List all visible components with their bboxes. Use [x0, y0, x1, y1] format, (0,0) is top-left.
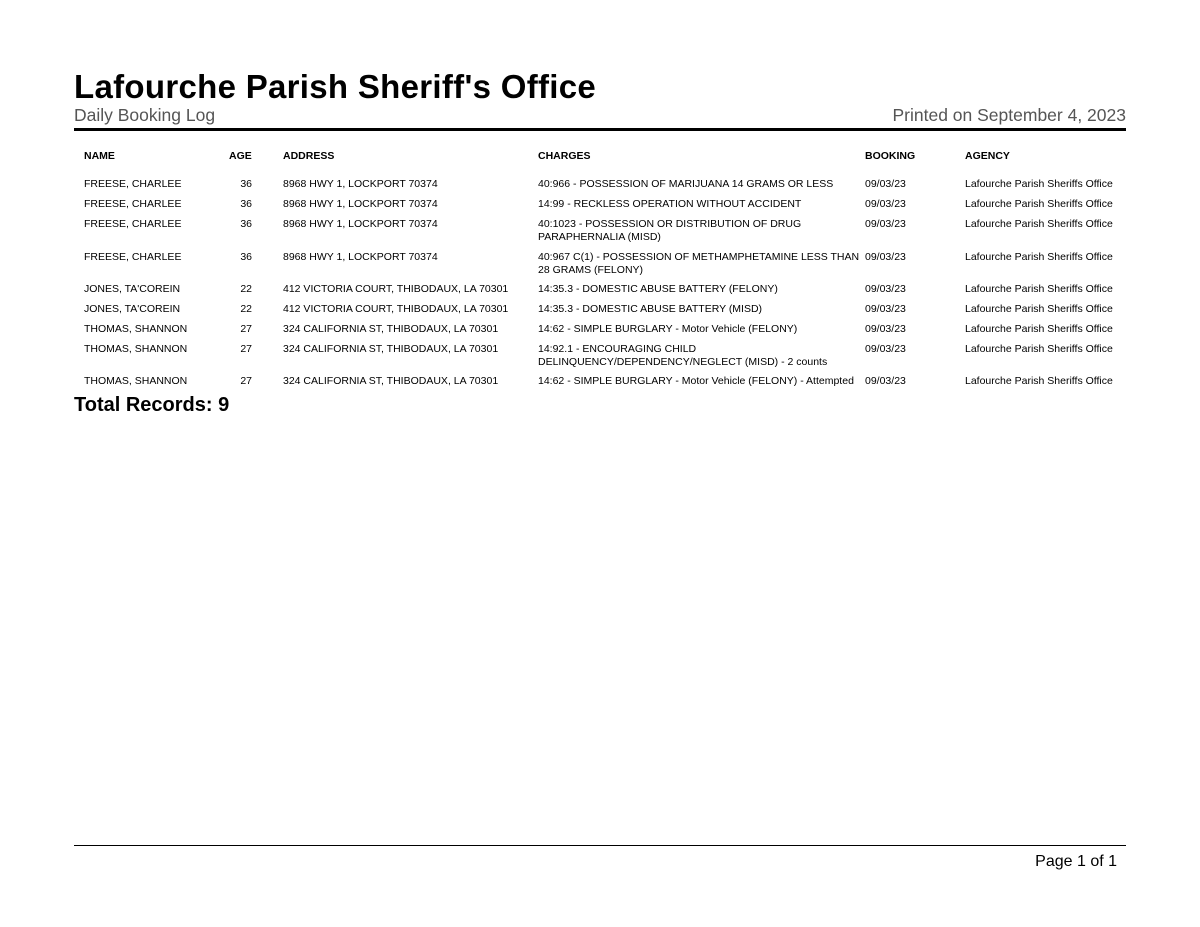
footer-divider	[74, 845, 1126, 846]
cell-address: 412 VICTORIA COURT, THIBODAUX, LA 70301	[283, 303, 509, 315]
cell-name: THOMAS, SHANNON	[84, 375, 188, 387]
table-header	[84, 150, 1124, 178]
cell-booking: 09/03/23	[865, 218, 906, 230]
cell-agency: Lafourche Parish Sheriffs Office	[965, 283, 1113, 295]
total-records: Total Records: 9	[74, 394, 230, 416]
cell-address: 8968 HWY 1, LOCKPORT 70374	[283, 251, 438, 263]
cell-age: 27	[240, 343, 252, 355]
cell-agency: Lafourche Parish Sheriffs Office	[965, 375, 1113, 387]
cell-age: 22	[240, 283, 252, 295]
cell-agency: Lafourche Parish Sheriffs Office	[965, 343, 1113, 355]
column-header-charges: CHARGES	[538, 150, 591, 162]
header-subrow	[74, 105, 1126, 129]
cell-name: THOMAS, SHANNON	[84, 323, 188, 335]
table-row	[84, 178, 1124, 198]
table-row	[84, 375, 1124, 395]
cell-name: FREESE, CHARLEE	[84, 198, 182, 210]
cell-agency: Lafourche Parish Sheriffs Office	[965, 323, 1113, 335]
cell-age: 36	[240, 198, 252, 210]
cell-name: FREESE, CHARLEE	[84, 218, 182, 230]
report-subtitle: Daily Booking Log	[74, 105, 216, 125]
cell-age: 36	[240, 251, 252, 263]
column-header-booking: BOOKING	[865, 150, 916, 162]
table-row	[84, 283, 1124, 303]
page-title: Lafourche Parish Sheriff's Office	[74, 68, 597, 105]
report-header	[74, 68, 1126, 129]
column-header-name: NAME	[84, 150, 115, 162]
cell-booking: 09/03/23	[865, 343, 906, 355]
cell-name: FREESE, CHARLEE	[84, 178, 182, 190]
cell-agency: Lafourche Parish Sheriffs Office	[965, 178, 1113, 190]
table-row	[84, 198, 1124, 218]
cell-age: 36	[240, 218, 252, 230]
booking-table	[84, 150, 1124, 395]
cell-charges: 14:35.3 - DOMESTIC ABUSE BATTERY (MISD)	[538, 303, 763, 315]
cell-age: 22	[240, 303, 252, 315]
cell-charges: 40:1023 - POSSESSION OR DISTRIBUTION OF DRUG PARAPHERNALIA (MISD)	[538, 218, 802, 243]
cell-charges: 14:62 - SIMPLE BURGLARY - Motor Vehicle (FELONY)	[538, 323, 798, 335]
cell-address: 324 CALIFORNIA ST, THIBODAUX, LA 70301	[283, 375, 499, 387]
page-number: Page 1 of 1	[1035, 853, 1117, 870]
cell-age: 36	[240, 178, 252, 190]
table-row	[84, 303, 1124, 323]
cell-address: 8968 HWY 1, LOCKPORT 70374	[283, 198, 438, 210]
cell-charges: 40:966 - POSSESSION OF MARIJUANA 14 GRAMS OR LESS	[538, 178, 834, 190]
cell-booking: 09/03/23	[865, 323, 906, 335]
table-row	[84, 251, 1124, 283]
table-row	[84, 218, 1124, 251]
cell-address: 8968 HWY 1, LOCKPORT 70374	[283, 218, 438, 230]
cell-charges: 14:35.3 - DOMESTIC ABUSE BATTERY (FELONY)	[538, 283, 778, 295]
cell-booking: 09/03/23	[865, 283, 906, 295]
table-row	[84, 323, 1124, 343]
cell-charges: 40:967 C(1) - POSSESSION OF METHAMPHETAMINE LESS THAN 28 GRAMS (FELONY)	[538, 251, 860, 276]
cell-name: JONES, TA'COREIN	[84, 303, 181, 315]
cell-booking: 09/03/23	[865, 375, 906, 387]
table-row	[84, 343, 1124, 375]
cell-agency: Lafourche Parish Sheriffs Office	[965, 251, 1113, 263]
cell-agency: Lafourche Parish Sheriffs Office	[965, 218, 1113, 230]
cell-name: FREESE, CHARLEE	[84, 251, 182, 263]
cell-booking: 09/03/23	[865, 198, 906, 210]
cell-booking: 09/03/23	[865, 303, 906, 315]
cell-booking: 09/03/23	[865, 178, 906, 190]
cell-charges: 14:99 - RECKLESS OPERATION WITHOUT ACCIDENT	[538, 198, 802, 210]
cell-charges: 14:62 - SIMPLE BURGLARY - Motor Vehicle (FELONY) - Attempted	[538, 375, 854, 387]
cell-agency: Lafourche Parish Sheriffs Office	[965, 303, 1113, 315]
cell-address: 8968 HWY 1, LOCKPORT 70374	[283, 178, 438, 190]
cell-address: 324 CALIFORNIA ST, THIBODAUX, LA 70301	[283, 323, 499, 335]
column-header-address: ADDRESS	[283, 150, 335, 162]
cell-agency: Lafourche Parish Sheriffs Office	[965, 198, 1113, 210]
printed-date: Printed on September 4, 2023	[892, 105, 1126, 125]
header-divider	[74, 128, 1126, 131]
column-header-agency: AGENCY	[965, 150, 1010, 162]
cell-age: 27	[240, 323, 252, 335]
column-header-age: AGE	[229, 150, 252, 162]
cell-address: 324 CALIFORNIA ST, THIBODAUX, LA 70301	[283, 343, 499, 355]
cell-address: 412 VICTORIA COURT, THIBODAUX, LA 70301	[283, 283, 509, 295]
cell-name: THOMAS, SHANNON	[84, 343, 188, 355]
table-body	[84, 178, 1124, 395]
cell-booking: 09/03/23	[865, 251, 906, 263]
cell-age: 27	[240, 375, 252, 387]
cell-name: JONES, TA'COREIN	[84, 283, 181, 295]
cell-charges: 14:92.1 - ENCOURAGING CHILD DELINQUENCY/DEPENDENCY/NEGLECT (MISD) - 2 counts	[538, 343, 828, 368]
